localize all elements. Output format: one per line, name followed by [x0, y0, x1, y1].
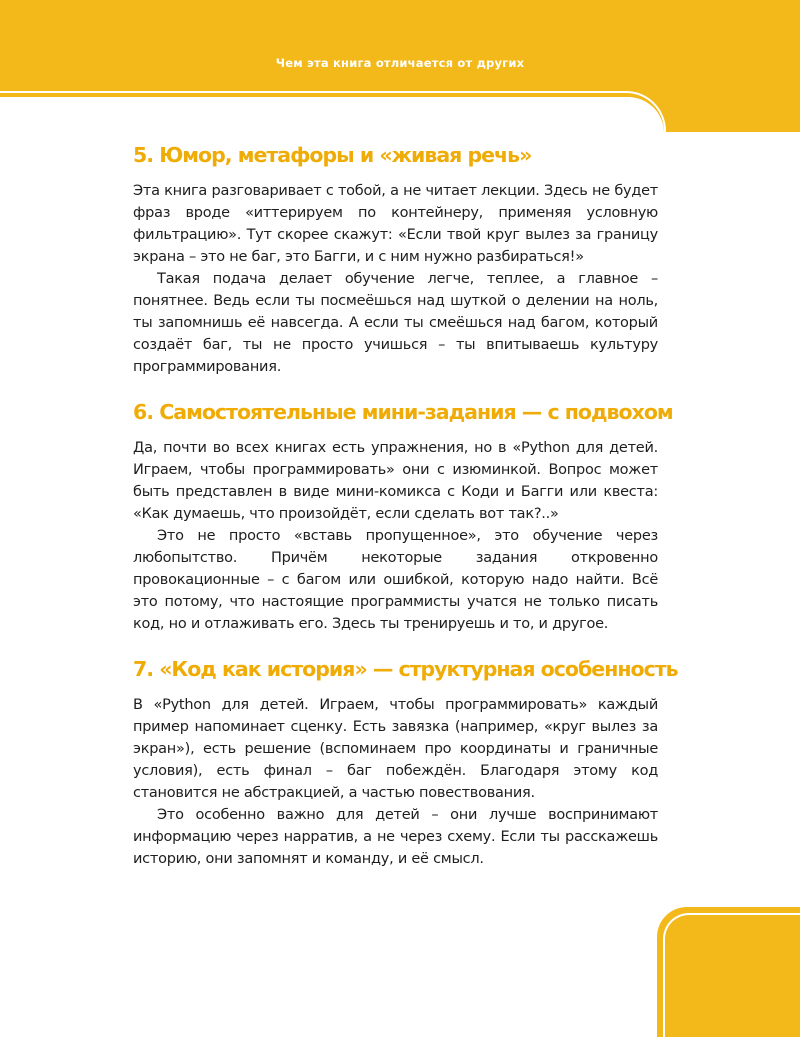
section-heading-6: 6. Самостоятельные мини-задания — с подвохом [133, 400, 673, 424]
section-5-paragraph-1: Эта книга разговаривает с тобой, а не читает лекции. Здесь не будет фраз вроде «иттерируем по контейнеру, применяя условную фильтрацию». Тут скорее скажут: «Если твой круг вылез за границу экрана – это не баг, это Багги, и с ним нужно разбираться!» [133, 183, 658, 265]
running-header-title: Чем эта книга отличается от других [275, 56, 525, 70]
section-6-paragraph-2: Это не просто «вставь пропущенное», это обучение через любопытство. Причём некоторые задания откровенно провокационные – с багом или ошибкой, которую надо найти. Всё это потому, что настоящие программисты учатся не только писать код, но и отлаживать его. Здесь ты тренируешь и то, и другое. [133, 528, 658, 632]
section-7-paragraph-1: В «Python для детей. Играем, чтобы программировать» каждый пример напоминает сценку. Есть завязка (например, «круг вылез за экран»), есть решение (вспоминаем про координаты и граничные условия), есть финал – баг побеждён. Благодаря этому код становится не абстракцией, а частью повествования. [133, 697, 658, 801]
header-band [0, 0, 800, 132]
section-7-paragraph-2: Это особенно важно для детей – они лучше воспринимают информацию через нарратив, а не через схему. Если ты расскажешь историю, они запомнят и команду, и её смысл. [133, 807, 658, 867]
page-content [133, 140, 678, 870]
page-corner-tab [657, 907, 800, 1037]
section-heading-7: 7. «Код как история» — структурная особенность [133, 657, 678, 681]
section-heading-5: 5. Юмор, метафоры и «живая речь» [133, 143, 532, 167]
section-6-paragraph-1: Да, почти во всех книгах есть упражнения, но в «Python для детей. Играем, чтобы программировать» они с изюминкой. Вопрос может быть представлен в виде мини-комикса с Коди и Багги или квеста: «Как думаешь, что произойдёт, если сделать вот так?..» [133, 440, 658, 522]
corner-tab-border-line [663, 913, 800, 1053]
section-5-paragraph-2: Такая подача делает обучение легче, теплее, а главное – понятнее. Ведь если ты посмеёшься над шуткой о делении на ноль, ты запомнишь её навсегда. А если ты смеёшься над багом, который создаёт баг, ты не просто учишься – ты впитываешь культуру программирования. [133, 271, 658, 375]
